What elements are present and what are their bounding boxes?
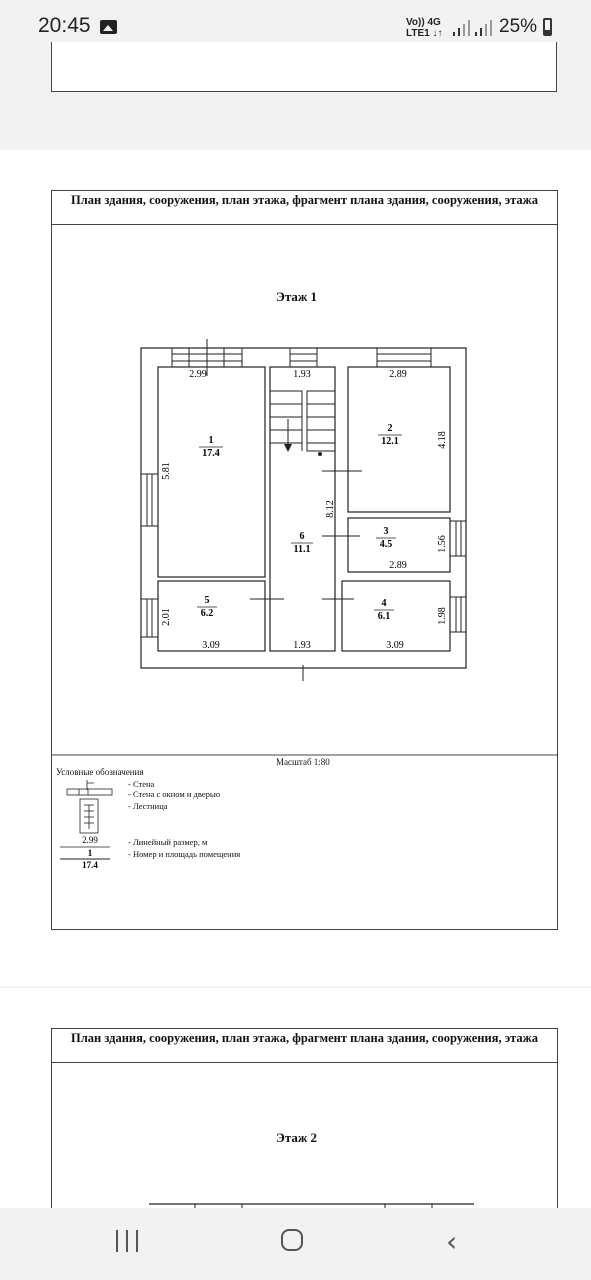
document-page-2: [0, 988, 591, 1208]
floor-title: Этаж 1: [276, 289, 318, 304]
clock: 20:45: [38, 14, 91, 37]
room-area: 12.1: [381, 436, 399, 447]
room-number: 1: [208, 435, 214, 446]
legend-sample-room-num: 1: [87, 848, 93, 858]
dim-label: 2.01: [161, 608, 172, 626]
room-area: 4.5: [379, 539, 393, 550]
plan-header: План здания, сооружения, план этажа, фрагмент плана здания, сооружения, этажа: [52, 1029, 557, 1063]
room-number: 5: [204, 595, 210, 606]
legend-item-stairs: - Лестница: [128, 801, 168, 811]
legend-sample-room-area: 17.4: [82, 860, 98, 870]
stair-icon: [270, 391, 335, 451]
legend-item-window-door: - Стена с окном и дверью: [128, 789, 221, 799]
dim-label: 3.09: [202, 640, 220, 651]
room-area: 6.1: [377, 611, 391, 622]
floor-title: Этаж 2: [276, 1130, 318, 1145]
legend-item-dimension: - Линейный размер, м: [128, 837, 208, 847]
dim-label: 5.81: [161, 462, 172, 480]
dim-label: 1.56: [437, 535, 448, 553]
room-area: 6.2: [200, 608, 214, 619]
room-number: 4: [381, 598, 387, 609]
legend-item-wall: - Стена: [128, 779, 155, 789]
legend-symbols: [60, 780, 112, 859]
dim-label: 3.09: [386, 640, 404, 651]
floor-plan-partial: [52, 1029, 557, 1211]
document-page-1: [0, 150, 591, 986]
recent-apps-icon[interactable]: [116, 1230, 140, 1252]
legend-sample-dim: 2.99: [82, 835, 98, 845]
network-label-top: Vo)) 4G: [406, 17, 441, 28]
dim-label: 8.12: [325, 500, 336, 518]
plan-frame: [51, 1028, 558, 1210]
room-number: 3: [383, 526, 389, 537]
floor-plan: [52, 191, 557, 931]
room-number: 2: [387, 423, 393, 434]
dim-label: 2.99: [189, 369, 207, 380]
battery-percent: 25%: [499, 16, 538, 37]
dim-label: 2.89: [389, 560, 407, 571]
network-label-bottom: LTE1 ↓↑: [406, 28, 443, 39]
scale-label: Масштаб 1:80: [276, 757, 330, 767]
dim-label: 1.98: [437, 607, 448, 625]
dim-label: 4.18: [437, 431, 448, 449]
legend-item-room: - Номер и площадь помещения: [128, 849, 241, 859]
previous-page-tail: [0, 0, 591, 148]
dim-label: 1.93: [293, 640, 311, 651]
dim-label: 2.89: [389, 369, 407, 380]
home-icon[interactable]: [281, 1229, 303, 1251]
plan-frame: [51, 190, 558, 930]
room-area: 17.4: [202, 448, 220, 459]
room-area: 11.1: [293, 544, 311, 555]
dim-label: 1.93: [293, 369, 311, 380]
plan-header: План здания, сооружения, план этажа, фрагмент плана здания, сооружения, этажа: [52, 191, 557, 225]
legend-title: Условные обозначения: [56, 767, 144, 777]
back-icon[interactable]: ‹: [446, 1225, 458, 1258]
room-number: 6: [299, 531, 305, 542]
